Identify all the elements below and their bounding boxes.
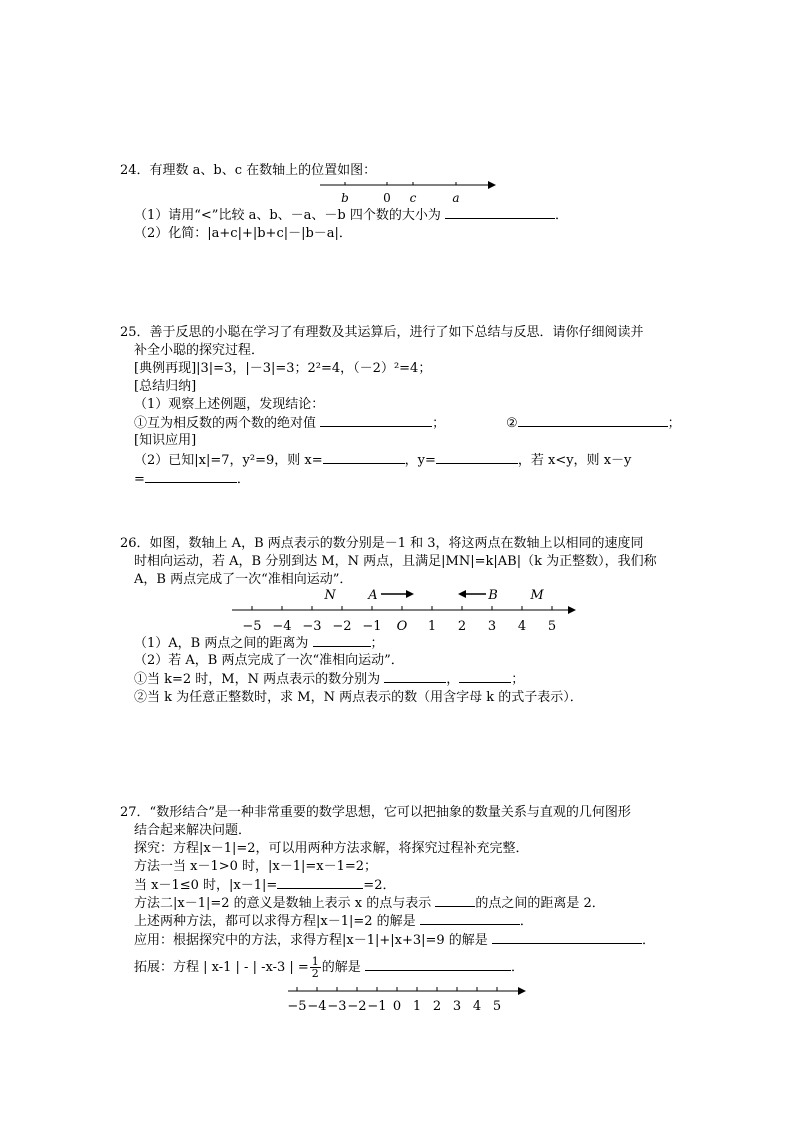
q26-tick-label: −1 [362, 619, 382, 634]
q27-line1: 27．“数形结合”是一种非常重要的数学思想，它可以把抽象的数量关系与直观的几何图形 [120, 805, 631, 820]
q26-tick-label: 3 [487, 619, 497, 634]
q26-line3: A，B 两点完成了一次“准相向运动”． [134, 572, 353, 587]
q27-tick-label: 0 [392, 999, 402, 1014]
q27-line7: 上述两种方法，都可以求得方程|x－1|=2 的解是 ． [134, 914, 533, 929]
q27-tick-label: 2 [432, 999, 442, 1014]
q24-label-a: a [452, 191, 460, 205]
q27-tick-label: 3 [452, 999, 462, 1014]
q27-line9: 拓展：方程 | x-1 | - | -x-3 | = $\frac{1}{2}$ 的解是 ． [134, 955, 524, 980]
q26-tick-label: −4 [272, 619, 292, 634]
q27-tick-label: −3 [327, 999, 347, 1014]
q25-line5: （1）观察上述例题，发现结论： [134, 397, 325, 412]
q25-blank-y[interactable] [436, 451, 518, 464]
q26-tick-label: 2 [457, 619, 467, 634]
q27-tick-label: −4 [307, 999, 327, 1014]
q27-line2: 结合起来解决问题． [134, 823, 252, 838]
q27-blank-apply[interactable] [492, 931, 642, 944]
q24-number-line [318, 176, 498, 206]
q26-label-A: A [368, 588, 378, 603]
q27-tick-label: 5 [492, 999, 502, 1014]
q24-part1: （1）请用“<”比较 a、b、－a、－b 四个数的大小为 ． [134, 208, 569, 223]
q26-tick-label: 4 [517, 619, 527, 634]
q27-number-line [282, 982, 532, 1016]
q25-line9: = ． [134, 472, 250, 487]
q27-line3: 探究：方程|x－1|=2，可以用两种方法求解，将探究过程补充完整． [134, 841, 529, 856]
q27-blank-solution[interactable] [420, 912, 520, 925]
q26-label-B: B [488, 588, 498, 603]
q27-tick-label: −1 [367, 999, 387, 1014]
q25-line6: ①互为相反数的两个数的绝对值 ； [134, 416, 446, 431]
q24-label-c: c [409, 191, 417, 205]
q24-label-b: b [341, 191, 349, 205]
q26-part4: ②当 k 为任意正整数时，求 M，N 两点表示的数（用含字母 k 的式子表示）． [134, 690, 583, 705]
q26-line2: 时相向运动，若 A，B 分别到达 M，N 两点，且满足|MN|=k|AB|（k 为正整数），我们称 [134, 554, 657, 569]
q26-line1: 26．如图，数轴上 A，B 两点表示的数分别是－1 和 3，将这两点在数轴上以相同的速度同 [120, 536, 644, 551]
q24-stem: 24．有理数 a、b、c 在数轴上的位置如图： [120, 163, 377, 178]
q27-tick-label: 1 [412, 999, 422, 1014]
q25-line7: [知识应用] [134, 433, 197, 448]
q26-part2: （2）若 A，B 两点完成了一次“准相向运动”． [134, 653, 404, 668]
q26-tick-label: −3 [302, 619, 322, 634]
q26-part1: （1）A，B 两点之间的距离为 ； [134, 636, 384, 651]
q24-label-0: 0 [383, 191, 391, 205]
q26-label-M: M [530, 588, 544, 603]
q25-blank-diff[interactable] [145, 470, 237, 483]
q25-blank-2[interactable] [518, 414, 668, 427]
q27-blank-method1[interactable] [277, 876, 363, 889]
q26-label-N: N [324, 588, 336, 603]
q26-blank-distance[interactable] [313, 634, 371, 647]
q24-part2: （2）化简：|a+c|+|b+c|－|b－a|． [134, 226, 352, 241]
q25-line2: 补全小聪的探究过程． [134, 343, 265, 358]
q25-blank-1[interactable] [320, 414, 432, 427]
q25-line4: [总结归纳] [134, 379, 197, 394]
q26-tick-label: 5 [547, 619, 557, 634]
q27-tick-label: −2 [347, 999, 367, 1014]
q26-part3: ①当 k=2 时，M，N 两点表示的数分别为 ， ； [134, 672, 525, 687]
q26-blank-M[interactable] [384, 670, 446, 683]
q26-tick-label: O [396, 619, 408, 634]
q27-blank-point[interactable] [435, 894, 475, 907]
q26-tick-label: −5 [242, 619, 262, 634]
q27-tick-label: −5 [287, 999, 307, 1014]
q27-line5: 当 x－1≤0 时，|x－1|= =2． [134, 878, 396, 893]
q25-line8: （2）已知|x|=7，y²=9，则 x= ，y= ，若 x<y，则 x－y [134, 453, 632, 468]
q27-fraction: $\frac{1}{2}$ [311, 955, 319, 980]
q25-line3: [典例再现]|3|=3，|－3|=3；2²=4，（－2）²=4； [134, 361, 432, 376]
q26-arrow-left [458, 590, 466, 598]
q26-arrow-right [406, 590, 414, 598]
q26-number-line [228, 584, 584, 636]
q27-blank-extend[interactable] [365, 958, 511, 971]
q27-line4: 方法一当 x－1>0 时，|x－1|=x－1=2； [134, 859, 378, 874]
q26-blank-N[interactable] [459, 670, 511, 683]
q25-blank-x[interactable] [323, 451, 405, 464]
q26-tick-label: 1 [427, 619, 437, 634]
q27-tick-label: 4 [472, 999, 482, 1014]
q27-line6: 方法二|x－1|=2 的意义是数轴上表示 x 的点与表示 的点之间的距离是 2． [134, 896, 605, 911]
q25-line1: 25．善于反思的小聪在学习了有理数及其运算后，进行了如下总结与反思．请你仔细阅读并 [120, 325, 644, 340]
q24-answer-blank[interactable] [445, 206, 555, 219]
q26-tick-label: −2 [332, 619, 352, 634]
q25-line6-right: ② ； [506, 416, 681, 431]
q27-line8: 应用：根据探究中的方法，求得方程|x－1|+|x+3|=9 的解是 ． [134, 933, 655, 948]
